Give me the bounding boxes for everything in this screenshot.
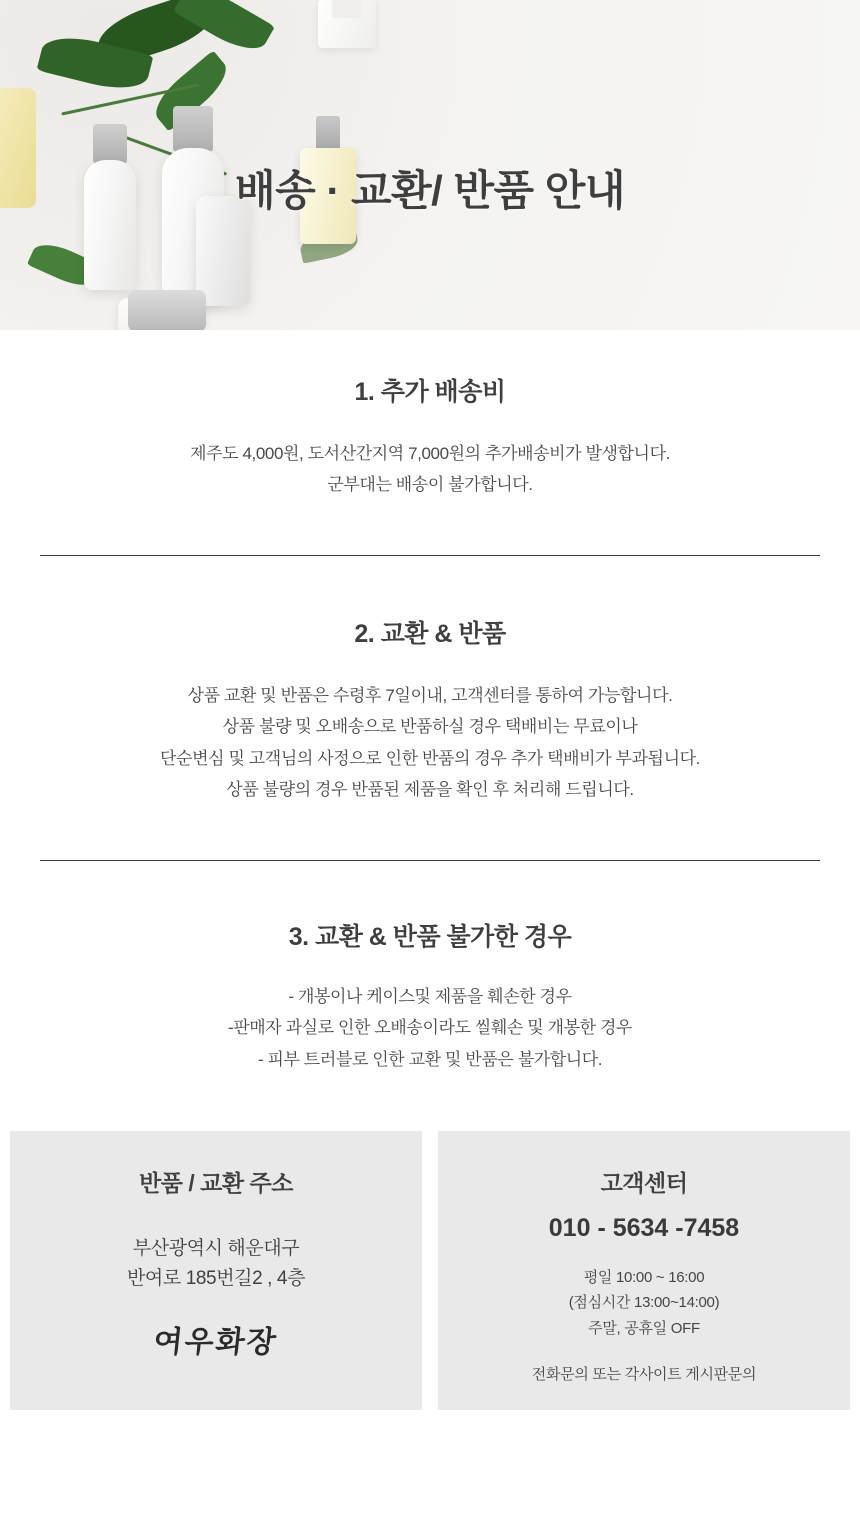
section-extra-shipping-fee bbox=[20, 372, 840, 501]
section-line: 상품 불량의 경우 반품된 제품을 확인 후 처리해 드립니다. bbox=[226, 780, 634, 800]
section-line: -판매자 과실로 인한 오배송이라도 씰훼손 및 개봉한 경우 bbox=[227, 1018, 633, 1038]
address-line-2: 반여로 185번길2 , 4층 bbox=[126, 1268, 306, 1290]
section-title: 1. 추가 배송비 bbox=[354, 378, 506, 406]
support-note: 전화문의 또는 각사이트 게시판문의 bbox=[531, 1366, 757, 1384]
hero-banner bbox=[0, 0, 860, 330]
section-non-returnable-cases bbox=[20, 917, 840, 1075]
hours-line-2: (점심시간 13:00~14:00) bbox=[568, 1294, 720, 1312]
section-line: 제주도 4,000원, 도서산간지역 7,000원의 추가배송비가 발생합니다. bbox=[190, 444, 670, 463]
section-line: 군부대는 배송이 불가합니다. bbox=[327, 475, 533, 495]
card-title: 반품 / 교환 주소 bbox=[139, 1169, 293, 1196]
divider bbox=[40, 860, 820, 861]
section-title: 2. 교환 & 반품 bbox=[354, 619, 506, 648]
section-line: 단순변심 및 고객님의 사정으로 인한 반품의 경우 추가 택배비가 부과됩니다. bbox=[160, 748, 700, 768]
content-area bbox=[0, 372, 860, 1075]
section-body bbox=[20, 438, 840, 501]
card-title: 고객센터 bbox=[600, 1169, 688, 1196]
return-address-card bbox=[10, 1131, 422, 1411]
address-text bbox=[20, 1234, 412, 1295]
section-title: 3. 교환 & 반품 불가한 경우 bbox=[288, 922, 572, 951]
section-line: 상품 교환 및 반품은 수령후 7일이내, 고객센터를 통하여 가능합니다. bbox=[187, 685, 673, 705]
hours-line-3: 주말, 공휴일 OFF bbox=[588, 1319, 700, 1337]
section-body bbox=[20, 680, 840, 806]
customer-support-card bbox=[438, 1131, 850, 1411]
footer-cards bbox=[0, 1131, 860, 1411]
section-exchange-return bbox=[20, 614, 840, 806]
support-hours bbox=[448, 1265, 840, 1342]
square-bottle-cap-decor bbox=[332, 0, 362, 18]
section-line: 상품 불량 및 오배송으로 반품하실 경우 택배비는 무료이나 bbox=[222, 717, 638, 737]
section-line: - 개봉이나 케이스및 제품을 훼손한 경우 bbox=[288, 986, 572, 1006]
address-line-1: 부산광역시 해운대구 bbox=[132, 1237, 300, 1259]
jar-lid-decor bbox=[128, 290, 206, 330]
divider bbox=[40, 555, 820, 556]
page-title: 배송 · 교환/ 반품 안내 bbox=[235, 167, 625, 214]
support-phone-number[interactable]: 010 - 5634 -7458 bbox=[548, 1213, 740, 1242]
section-body bbox=[20, 981, 840, 1075]
brand-logo: 여우화장 bbox=[151, 1324, 280, 1360]
bottle-cap-decor bbox=[173, 106, 213, 152]
hours-line-1: 평일 10:00 ~ 16:00 bbox=[583, 1268, 705, 1286]
section-line: - 피부 트러블로 인한 교환 및 반품은 불가합니다. bbox=[257, 1049, 603, 1069]
